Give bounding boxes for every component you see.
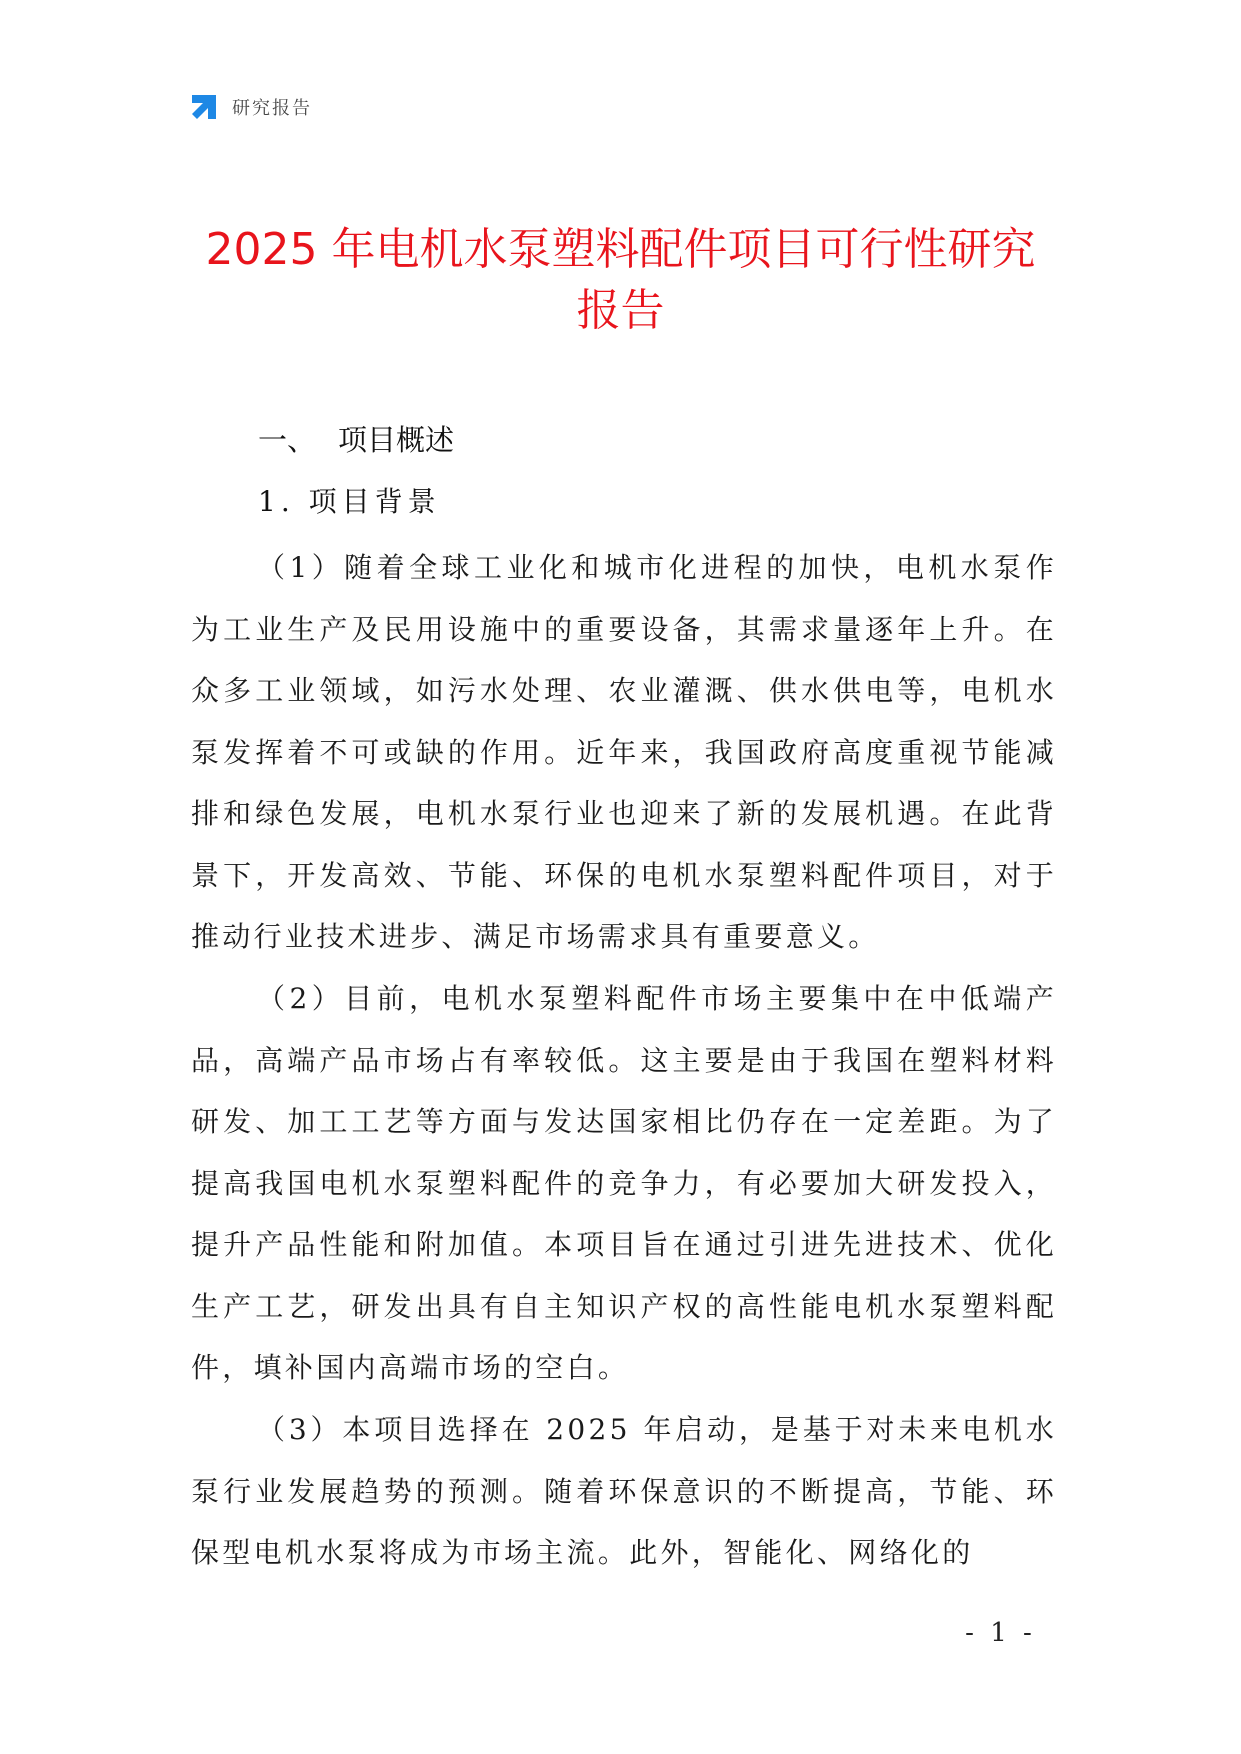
section-title: 项目概述 — [338, 423, 455, 457]
arrow-up-right-icon — [188, 91, 220, 123]
paragraph-3: （3）本项目选择在 2025 年启动，是基于对未来电机水泵行业发展趋势的预测。随着环保意识的不断提高，节能、环保型电机水泵将成为市场主流。此外，智能化、网络化的 — [191, 1413, 1057, 1569]
section-heading — [258, 420, 454, 460]
subsection-heading: 1. 项目背景 — [258, 485, 441, 518]
document-title-line-1: 2025 年电机水泵塑料配件项目可行性研究 — [205, 224, 1036, 275]
header-label: 研究报告 — [232, 98, 312, 119]
document-header — [188, 89, 312, 125]
paragraph-1: （1）随着全球工业化和城市化进程的加快，电机水泵作为工业生产及民用设施中的重要设备，其需求量逐年上升。在众多工业领域，如污水处理、农业灌溉、供水供电等，电机水泵发挥着不可或缺的作用。近年来，我国政府高度重视节能减排和绿色发展，电机水泵行业也迎来了新的发展机遇。在此背景下，开发高效、节能、环保的电机水泵塑料配件项目，对于推动行业技术进步、满足市场需求具有重要意义。 — [191, 551, 1057, 953]
paragraph-2: （2）目前，电机水泵塑料配件市场主要集中在中低端产品，高端产品市场占有率较低。这主要是由于我国在塑料材料研发、加工工艺等方面与发达国家相比仍存在一定差距。为了提高我国电机水泵塑料配件的竞争力，有必要加大研发投入，提升产品性能和附加值。本项目旨在通过引进先进技术、优化生产工艺，研发出具有自主知识产权的高性能电机水泵塑料配件，填补国内高端市场的空白。 — [191, 982, 1057, 1384]
document-title-line-2: 报告 — [576, 285, 665, 336]
page-number: - 1 - — [965, 1618, 1036, 1648]
section-number: 一、 — [258, 423, 317, 457]
